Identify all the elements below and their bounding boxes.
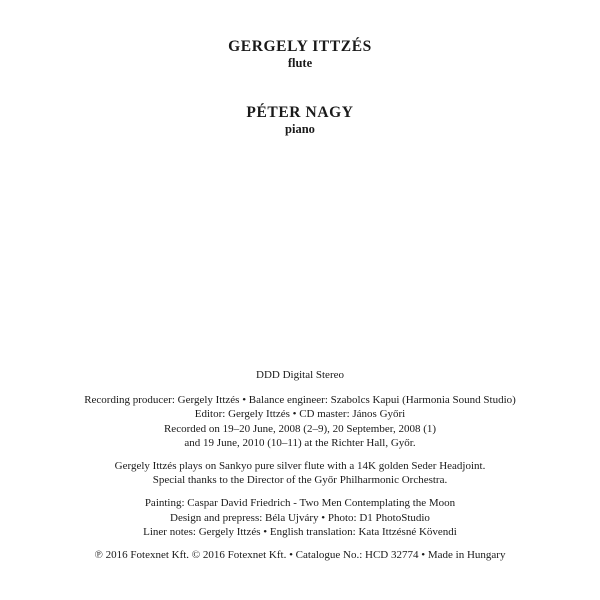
- credit-line: Recording producer: Gergely Ittzés • Balance engineer: Szabolcs Kapui (Harmonia Sound Studio): [84, 394, 516, 407]
- instrument-notes: [0, 459, 600, 487]
- audio-format: DDD Digital Stereo: [256, 369, 344, 381]
- recording-credits: [0, 393, 600, 450]
- artwork-credits: [0, 496, 600, 539]
- credit-line: Liner notes: Gergely Ittzés • English translation: Kata Ittzésné Kövendi: [143, 525, 457, 538]
- credit-line: Special thanks to the Director of the Győr Philharmonic Orchestra.: [152, 474, 448, 487]
- performer-block-flute: [0, 38, 600, 71]
- copyright-line: ℗ 2016 Fotexnet Kft. © 2016 Fotexnet Kft. • Catalogue No.: HCD 32774 • Made in Hungary: [94, 549, 506, 562]
- performer-block-piano: [0, 104, 600, 137]
- performer-role: piano: [285, 122, 315, 136]
- credit-line: Gergely Ittzés plays on Sankyo pure silver flute with a 14K golden Seder Headjoint.: [114, 460, 486, 473]
- credit-line: and 19 June, 2010 (10–11) at the Richter Hall, Győr.: [184, 436, 416, 449]
- credit-line: Editor: Gergely Ittzés • CD master: János Győri: [194, 408, 406, 421]
- credits-section: [0, 368, 600, 562]
- performer-role: flute: [287, 56, 313, 70]
- credit-line: Painting: Caspar David Friedrich - Two Men Contemplating the Moon: [144, 497, 456, 510]
- performer-name: GERGELY ITTZÉS: [228, 38, 372, 55]
- performer-name: PÉTER NAGY: [246, 104, 354, 121]
- credit-line: Recorded on 19–20 June, 2008 (2–9), 20 September, 2008 (1): [163, 422, 437, 435]
- credit-line: Design and prepress: Béla Ujváry • Photo: D1 PhotoStudio: [170, 511, 430, 524]
